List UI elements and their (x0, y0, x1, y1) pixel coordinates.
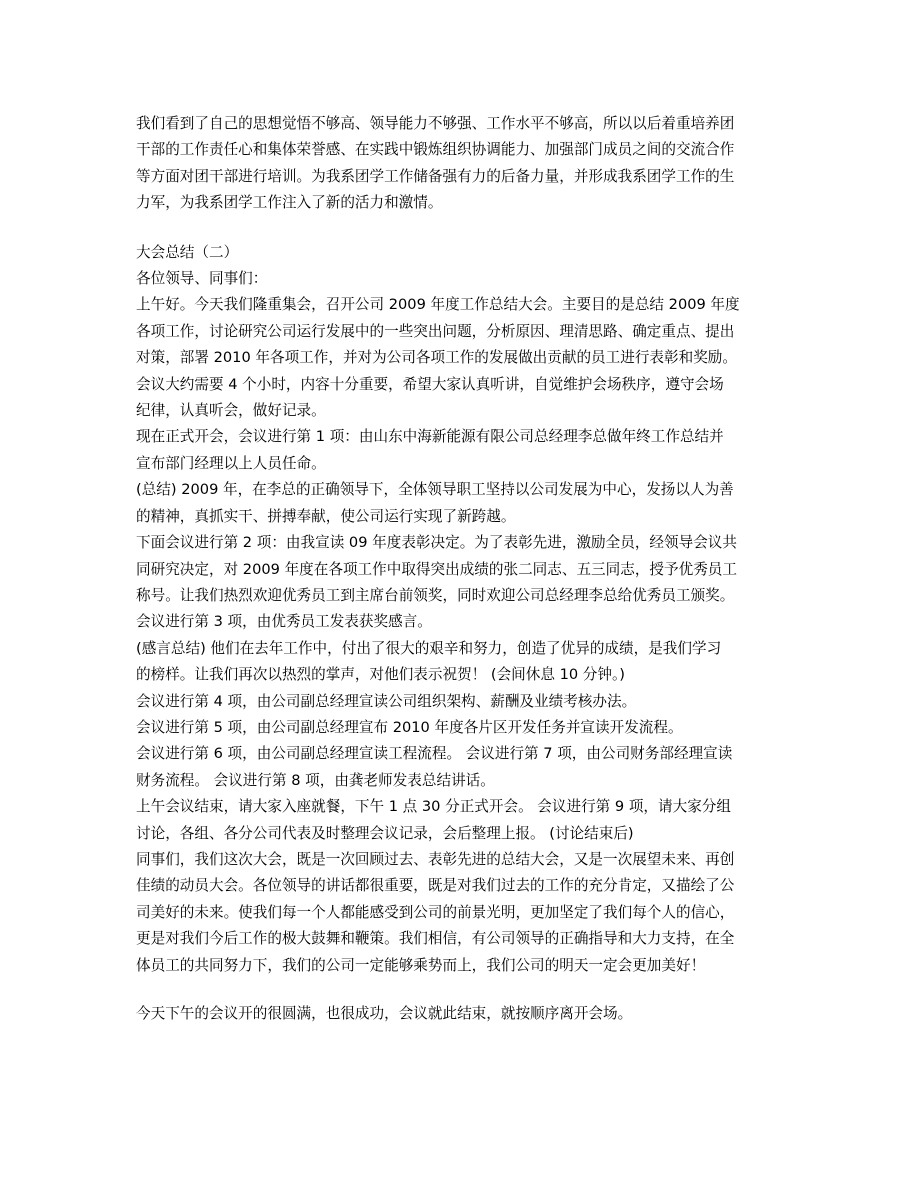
text-line: 同事们，我们这次大会，既是一次回顾过去、表彰先进的总结大会，又是一次展望未来、再创 (136, 850, 735, 868)
text-line: 下面会议进行第 2 项：由我宣读 09 年度表彰决定。为了表彰先进，激励全员，经领导会议共 (136, 534, 737, 552)
text-line: 会议进行第 6 项，由公司副总经理宣读工程流程。 会议进行第 7 项，由公司财务部经理宣读 (136, 745, 733, 763)
text-line: 干部的工作责任心和集体荣誉感、在实践中锻炼组织协调能力、加强部门成员之间的交流合作 (136, 141, 735, 159)
text-line: 司美好的未来。使我们每一个人都能感受到公司的前景光明，更加坚定了我们每个人的信心， (136, 903, 735, 921)
text-line: 会议进行第 4 项，由公司副总经理宣读公司组织架构、薪酬及业绩考核办法。 (136, 692, 637, 710)
text-line: (总结) 2009 年，在李总的正确领导下，全体领导职工坚持以公司发展为中心，发扬以人为善 (136, 481, 734, 499)
text-line: 各项工作，讨论研究公司运行发展中的一些突出问题，分析原因、理清思路、确定重点、提出 (136, 322, 735, 340)
text-line: 的精神，真抓实干、拼搏奉献，使公司运行实现了新跨越。 (136, 507, 516, 525)
text-line: 的榜样。让我们再次以热烈的掌声，对他们表示祝贺！ (会间休息 10 分钟。) (136, 666, 625, 684)
closing-paragraph (136, 1001, 796, 1027)
text-line: 上午会议结束，请大家入座就餐，下午 1 点 30 分正式开会。 会议进行第 9 项，请大家分组 (136, 798, 731, 816)
text-line: 财务流程。 会议进行第 8 项，由龚老师发表总结讲话。 (136, 771, 495, 789)
text-line: 同研究决定，对 2009 年度在各项工作中取得突出成绩的张二同志、五三同志，授予优秀员工 (136, 560, 737, 578)
text-line: 纪律，认真听会，做好记录。 (136, 402, 326, 420)
text-line: 今天下午的会议开的很圆满，也很成功，会议就此结束，就按顺序离开会场。 (136, 1005, 633, 1022)
text-line: 佳绩的动员大会。各位领导的讲话都很重要，既是对我们过去的工作的充分肯定，又描绘了公 (136, 877, 735, 895)
text-line: 体员工的共同努力下，我们的公司一定能够乘势而上，我们公司的明天一定会更加美好！ (136, 956, 706, 974)
text-line: 会议进行第 3 项，由优秀员工发表获奖感言。 (136, 613, 432, 631)
text-line: (感言总结) 他们在去年工作中，付出了很大的艰辛和努力，创造了优异的成绩，是我们学习 (136, 639, 722, 657)
text-line: 我们看到了自己的思想觉悟不够高、领导能力不够强、工作水平不够高，所以以后着重培养团 (136, 115, 735, 132)
text-line: 等方面对团干部进行培训。为我系团学工作储备强有力的后备力量，并形成我系团学工作的生 (136, 167, 735, 185)
section-title: 大会总结（二） (136, 243, 239, 261)
text-line: 会议进行第 5 项，由公司副总经理宣布 2010 年度各片区开发任务并宣读开发流程。 (136, 718, 683, 736)
text-line: 上午好。今天我们隆重集会，召开公司 2009 年度工作总结大会。主要目的是总结 2009 年度 (136, 296, 740, 314)
text-line: 宣布部门经理以上人员任命。 (136, 454, 326, 472)
text-line: 现在正式开会，会议进行第 1 项：由山东中海新能源有限公司总经理李总做年终工作总结并 (136, 428, 724, 446)
document-page (136, 111, 796, 1027)
text-line: 力军，为我系团学工作注入了新的活力和激情。 (136, 194, 443, 212)
main-section (136, 240, 796, 979)
text-line: 称号。让我们热烈欢迎优秀员工到主席台前领奖，同时欢迎公司总经理李总给优秀员工颁奖。 (136, 586, 735, 604)
intro-paragraph (136, 111, 796, 217)
text-line: 更是对我们今后工作的极大鼓舞和鞭策。我们相信，有公司领导的正确指导和大力支持，在全 (136, 930, 735, 948)
text-line: 会议大约需要 4 个小时，内容十分重要，希望大家认真听讲，自觉维护会场秩序，遵守会场 (136, 375, 724, 393)
salutation: 各位领导、同事们： (136, 270, 268, 288)
text-line: 对策，部署 2010 年各项工作，并对为公司各项工作的发展做出贡献的员工进行表彰和奖励。 (136, 349, 737, 367)
text-line: 讨论，各组、各分公司代表及时整理会议记录，会后整理上报。 (讨论结束后) (136, 824, 634, 842)
